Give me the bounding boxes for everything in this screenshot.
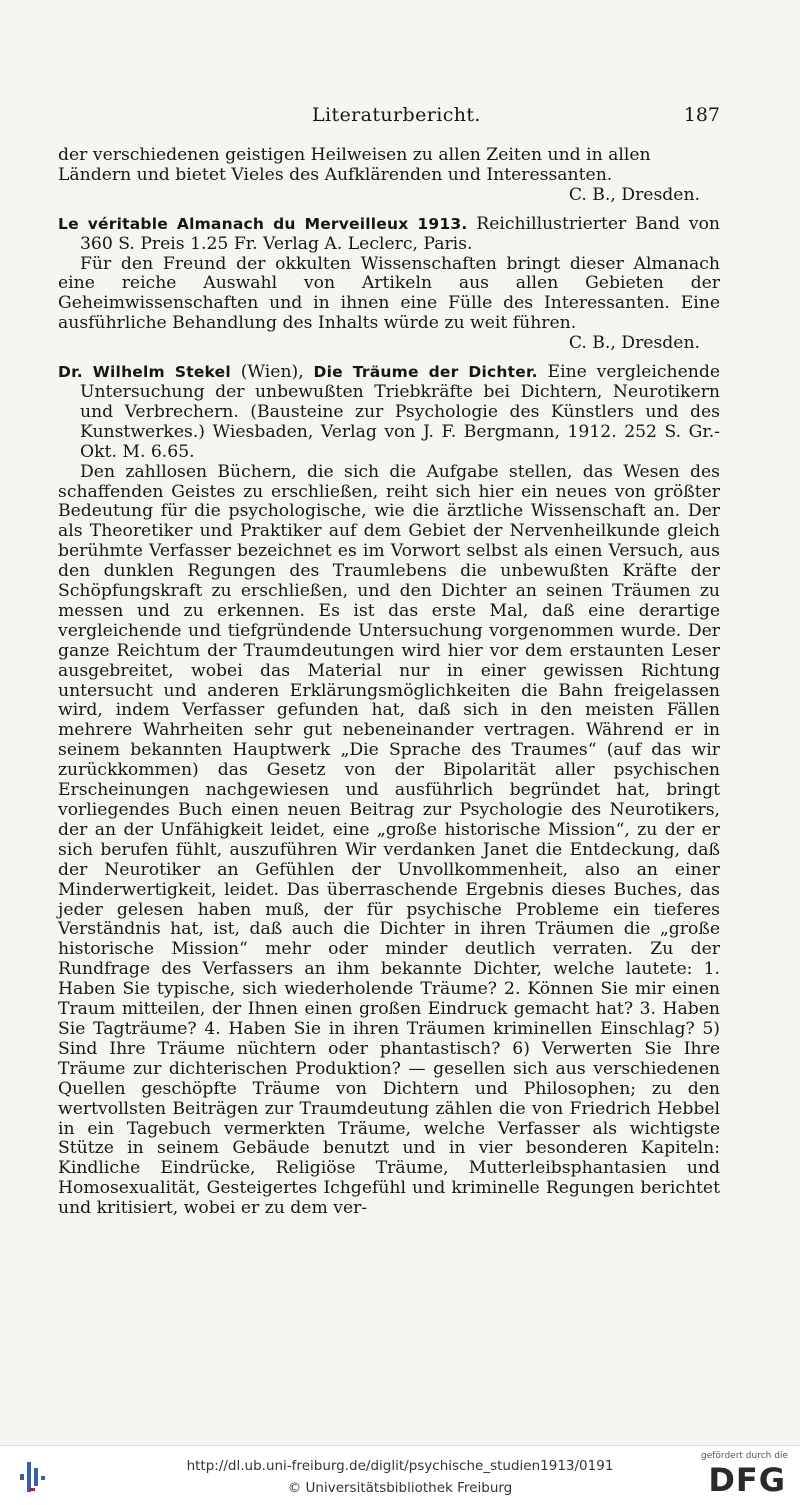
- dfg-tagline: gefördert durch die: [701, 1451, 788, 1461]
- copyright-notice: © Universitätsbibliothek Freiburg: [287, 1480, 513, 1496]
- entry-heading: [58, 215, 720, 255]
- book-citation: Reichillustrierter Band von 360 S. Preis 1.25 Fr. Verlag A. Leclerc, Paris.: [80, 213, 721, 254]
- book-author: Dr. Wilhelm Stekel: [58, 363, 231, 382]
- bibliography-entry-almanach: [58, 215, 720, 354]
- author-place: (Wien),: [240, 362, 304, 383]
- review-text: Für den Freund der okkulten Wissenschaften bringt dieser Almanach eine reiche Auswahl von Artikeln aus allen Gebieten der Geheimwissenschaften und in ihnen eine Fülle des Interessanten. Eine ausführliche Behandlung des Inhalts würde zu weit führen.: [58, 253, 720, 334]
- book-title: Le véritable Almanach du Merveilleux 1913.: [58, 214, 468, 233]
- continuation-line-1: der verschiedenen geistigen Heilweisen zu allen Zeiten und in allen: [58, 145, 651, 165]
- viewer-footer: [0, 1445, 800, 1505]
- entry-heading: [58, 363, 720, 463]
- reviewer-signature: C. B., Dresden.: [568, 184, 700, 205]
- continuation-line-2: Ländern und bietet Vieles des Aufklärenden und Interessanten.: [58, 164, 613, 185]
- bibliography-entry-stekel: [58, 363, 720, 1219]
- review-continuation: [58, 146, 720, 206]
- running-title: Literaturbericht.: [312, 104, 481, 126]
- page-body: [58, 146, 720, 1219]
- review-text: Den zahllosen Büchern, die sich die Aufgabe stellen, das Wesen des schaffenden Geistes zu erschließen, reiht sich hier ein neues von größter Bedeutung für die psychologische, wie die ärztliche Wissenschaft an. Der als Theoretiker und Praktiker auf dem Gebiet der Nervenheilkunde gleich berühmte Verfasser bezeichnet es im Vorwort selbst als einen Versuch, aus den dunklen Regungen des Traumlebens die unbewußten Kräfte der Schöpfungskraft zu erschließen, und den Dichter an seinen Träumen zu messen und zu erkennen. Es ist das erste Mal, daß eine derartige vergleichende und tiefgründende Untersuchung vorgenommen wurde. Der ganze Reichtum der Traumdeutungen wird hier vor dem erstaunten Leser ausgebreitet, wobei das Material nur in einer gewissen Richtung untersucht und anderen Erklärungsmöglichkeiten die Bahn freigelassen wird, indem Verfasser gefunden hat, daß sich in den meisten Fällen mehrere Wahrheiten sehr gut nebeneinander vertragen. Während er in seinem bekannten Hauptwerk „Die Sprache des Traumes“ (auf das wir zurückkommen) das Gesetz von der Bipolarität aller psychischen Erscheinungen nachgewiesen und ausführlich begründet hat, bringt vorliegendes Buch einen neuen Beitrag zur Psychologie des Neurotikers, der an der Unfähigkeit leidet, eine „große historische Mission“, zu der er sich berufen fühlt, auszuführen Wir verdanken Janet die Entdeckung, daß der Neurotiker an Gefühlen der Unvollkommenheit, also an einer Minderwertigkeit, leidet. Das überraschende Ergebnis dieses Buches, das jeder gelesen haben muß, der für psychische Probleme ein tieferes Verständnis hat, ist, daß auch die Dichter in ihren Träumen die „große historische Mission“ mehr oder minder deutlich verraten. Zu der Rundfrage des Verfassers an ihm bekannte Dichter, welche lautete: 1. Haben Sie typische, sich wiederholende Träume? 2. Können Sie mir einen Traum mitteilen, der Ihnen einen großen Eindruck gemacht hat? 3. Haben Sie Tagträume? 4. Haben Sie in ihren Träumen kriminellen Einschlag? 5) Sind Ihre Träume nüchtern oder phantastisch? 6) Verwerten Sie Ihre Träume zur dichterischen Produktion? — gesellen sich aus verschiedenen Quellen geschöpfte Träume von Dichtern und Philosophen; zu den wertvollsten Beiträgen zur Traumdeutung zählen die von Friedrich Hebbel in ein Tagebuch vermerkten Träume, welche Verfasser als wichtigste Stütze in seinem Gebäude benutzt und in vier besonderen Kapiteln: Kindliche Eindrücke, Religiöse Träume, Mutterleibsphantasien und Homosexualität, Gesteigertes Ichgefühl und kriminelle Regungen berichtet und kritisiert, wobei er zu dem ver-: [58, 461, 720, 1219]
- permalink[interactable]: http://dl.ub.uni-freiburg.de/diglit/psychische_studien1913/0191: [186, 1458, 614, 1474]
- reviewer-signature: C. B., Dresden.: [568, 333, 700, 354]
- book-citation: Eine vergleichende Untersuchung der unbewußten Triebkräfte bei Dichtern, Neurotikern und Verbrechern. (Bausteine zur Psychologie des Künstlers und des Kunstwerkes.) Wiesbaden, Verlag von J. F. Bergmann, 1912. 252 S. Gr.-Okt. M. 6.65.: [80, 362, 721, 462]
- page-header: [0, 104, 800, 132]
- book-title: Die Träume der Dichter.: [313, 363, 538, 382]
- dfg-logo: DFG: [708, 1461, 786, 1499]
- page-number: 187: [683, 104, 720, 126]
